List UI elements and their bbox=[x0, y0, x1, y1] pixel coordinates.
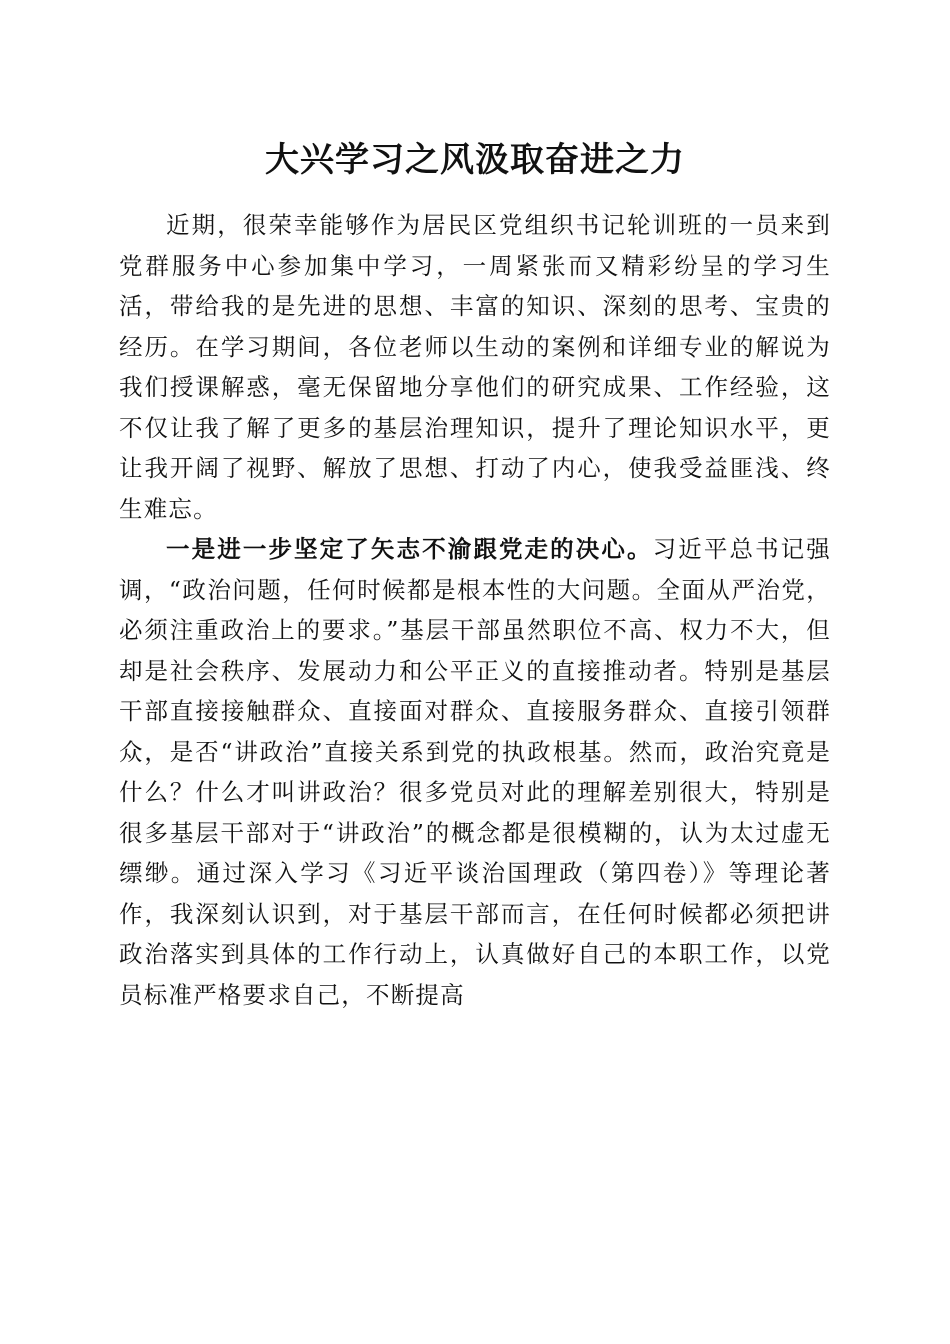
document-body bbox=[119, 205, 831, 1015]
paragraph-point-one bbox=[119, 529, 831, 1015]
paragraph-lead-sentence: 一是进一步坚定了矢志不渝跟党走的决心。 bbox=[166, 535, 653, 563]
paragraph-body-text: 习近平总书记强调，“政治问题，任何时候都是根本性的大问题。全面从严治党，必须注重政治上的要求。”基层干部虽然职位不高、权力不大，但却是社会秩序、发展动力和公平正义的直接推动者。特别是基层干部直接接触群众、直接面对群众、直接服务群众、直接引领群众，是否“讲政治”直接关系到党的执政根基。然而，政治究竟是什么？什么才叫讲政治？很多党员对此的理解差别很大，特别是很多基层干部对于“讲政治”的概念都是很模糊的，认为太过虚无缥缈。通过深入学习《习近平谈治国理政（第四卷）》等理论著作，我深刻认识到，对于基层干部而言，在任何时候都必须把讲政治落实到具体的工作行动上，认真做好自己的本职工作，以党员标准严格要求自己，不断提高 bbox=[119, 535, 831, 1009]
document-title: 大兴学习之风汲取奋进之力 bbox=[265, 140, 685, 180]
paragraph-intro: 近期，很荣幸能够作为居民区党组织书记轮训班的一员来到党群服务中心参加集中学习，一周紧张而又精彩纷呈的学习生活，带给我的是先进的思想、丰富的知识、深刻的思考、宝贵的经历。在学习期间，各位老师以生动的案例和详细专业的解说为我们授课解惑，毫无保留地分享他们的研究成果、工作经验，这不仅让我了解了更多的基层治理知识，提升了理论知识水平，更让我开阔了视野、解放了思想、打动了内心，使我受益匪浅、终生难忘。 bbox=[119, 211, 831, 523]
